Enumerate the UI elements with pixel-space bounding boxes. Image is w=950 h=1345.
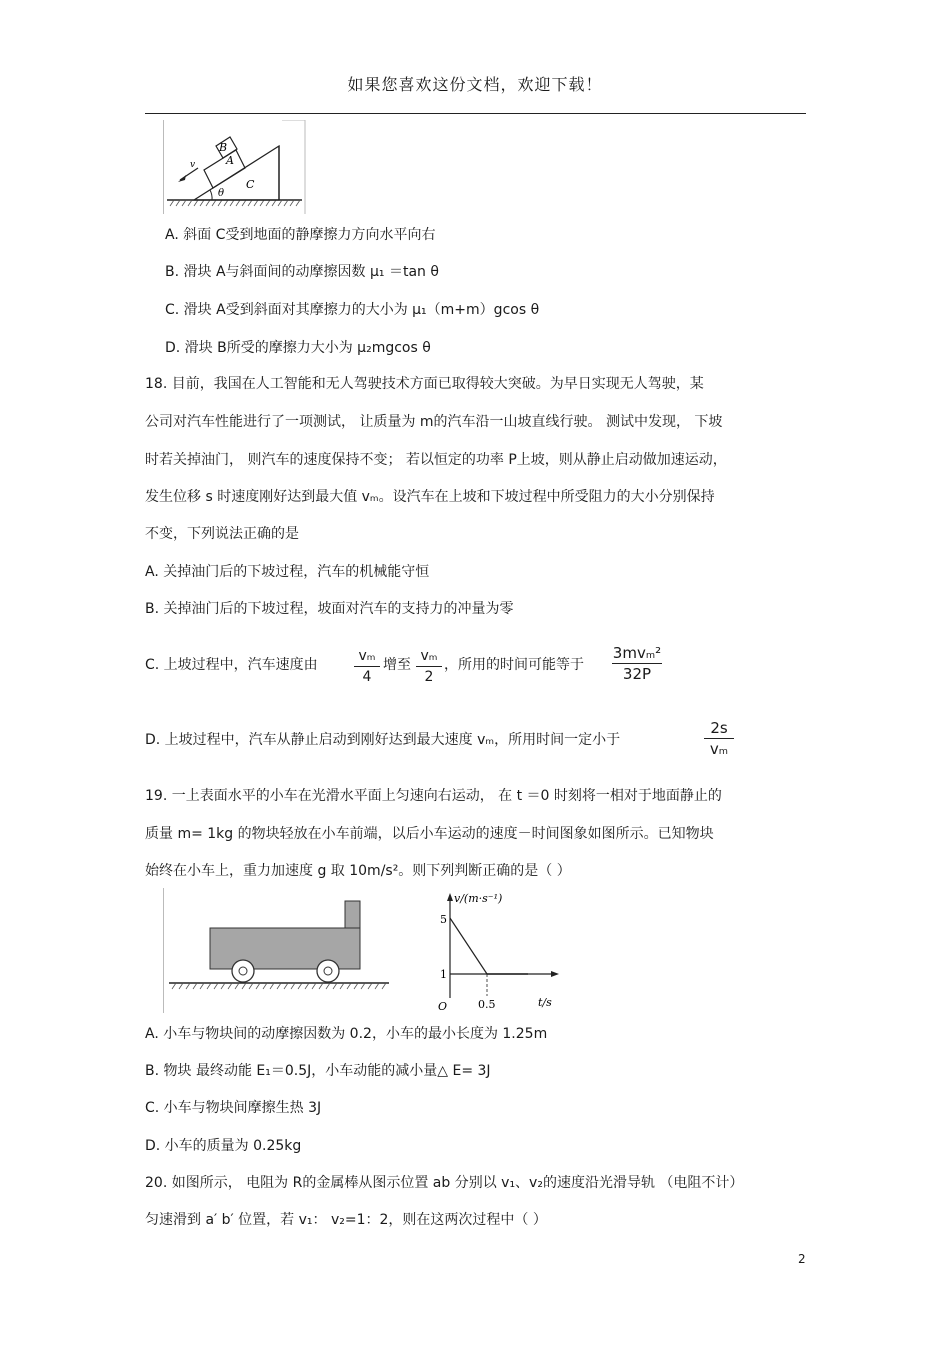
- velocity-line-decel: [450, 918, 487, 974]
- fraction-denominator: 2: [424, 669, 434, 685]
- incline-diagram: [164, 120, 306, 216]
- q20-stem-line-2: 匀速滑到 a′ b′ 位置，若 v₁： v₂=1：2，则在这两次过程中（ ）: [145, 1212, 547, 1228]
- block-a: [204, 150, 245, 188]
- x-axis-label: t/s: [538, 996, 552, 1009]
- fraction-denominator: 32P: [622, 665, 652, 683]
- q17-option-d: D. 滑块 B所受的摩擦力大小为 μ₂mgcos θ: [165, 340, 431, 356]
- fraction-bar: [612, 663, 662, 664]
- cart-body: [210, 928, 360, 969]
- q18-stem-line-5: 不变，下列说法正确的是: [145, 526, 299, 542]
- q18-option-c-mid: 增至: [383, 657, 411, 673]
- label-b: B: [219, 141, 228, 154]
- q18-option-c-post: ，所用的时间可能等于: [444, 657, 584, 673]
- fraction-denominator: vₘ: [709, 740, 729, 758]
- y-axis-label: v/(m·s⁻¹): [454, 892, 503, 905]
- header-rule: [145, 113, 806, 114]
- q17-option-b: B. 滑块 A与斜面间的动摩擦因数 μ₁ ＝tan θ: [165, 264, 439, 280]
- fraction-numerator: vₘ: [358, 648, 376, 664]
- q19-stem-line-3: 始终在小车上，重力加速度 g 取 10m/s²。则下列判断正确的是（ ）: [145, 863, 571, 879]
- fraction-bar: [354, 666, 380, 667]
- fraction-numerator: 3mvₘ²: [612, 644, 662, 662]
- label-c: C: [246, 178, 255, 191]
- q18-stem-line-2: 公司对汽车性能进行了一项测试， 让质量为 m的汽车沿一山坡直线行驶。 测试中发现， 下坡: [145, 414, 723, 430]
- label-a: A: [226, 154, 234, 167]
- q18-d-fraction: [704, 720, 734, 757]
- q18-option-b: B. 关掉油门后的下坡过程，坡面对汽车的支持力的冲量为零: [145, 601, 514, 617]
- q19-stem-line-1: 19. 一上表面水平的小车在光滑水平面上匀速向右运动， 在 t ＝0 时刻将一相对于地面静止的: [145, 788, 722, 804]
- velocity-time-graph: [425, 888, 560, 1013]
- q17-option-a: A. 斜面 C受到地面的静摩擦力方向水平向右: [165, 227, 436, 243]
- cart-front-block: [345, 901, 360, 928]
- y-tick-1: 1: [440, 968, 447, 981]
- fraction-bar: [416, 666, 442, 667]
- incline-figure: [163, 120, 306, 214]
- fraction-numerator: 2s: [710, 719, 728, 737]
- q18-c-fraction-1: [354, 648, 380, 685]
- q19-option-d: D. 小车的质量为 0.25kg: [145, 1138, 302, 1154]
- q18-option-a: A. 关掉油门后的下坡过程，汽车的机械能守恒: [145, 564, 430, 580]
- fraction-numerator: vₘ: [420, 648, 438, 664]
- fraction-bar: [704, 738, 734, 739]
- q20-stem-line-1: 20. 如图所示， 电阻为 R的金属棒从图示位置 ab 分别以 v₁、v₂的速度沿光滑导轨 （电阻不计）: [145, 1175, 744, 1191]
- q18-option-d-text: D. 上坡过程中，汽车从静止启动到刚好达到最大速度 vₘ，所用时间一定小于: [145, 732, 621, 748]
- q19-option-b: B. 物块 最终动能 E₁＝0.5J，小车动能的减小量△ E= 3J: [145, 1063, 491, 1079]
- label-v: v: [190, 160, 196, 170]
- q19-option-c: C. 小车与物块间摩擦生热 3J: [145, 1100, 322, 1116]
- fraction-denominator: 4: [362, 669, 372, 685]
- y-tick-5: 5: [440, 913, 447, 926]
- page-number: 2: [798, 1252, 806, 1266]
- q17-option-c: C. 滑块 A受到斜面对其摩擦力的大小为 μ₁（m+m）gcos θ: [165, 302, 540, 318]
- x-tick-0-5: 0.5: [478, 998, 496, 1011]
- q19-stem-line-2: 质量 m= 1kg 的物块轻放在小车前端，以后小车运动的速度－时间图象如图所示。已知物块: [145, 826, 714, 842]
- q18-stem-line-1: 18. 目前，我国在人工智能和无人驾驶技术方面已取得较大突破。为早日实现无人驾驶，某: [145, 376, 704, 392]
- label-theta: θ: [218, 188, 225, 199]
- q18-c-fraction-2: [416, 648, 442, 685]
- q18-c-fraction-3: [612, 645, 662, 682]
- page-header: 如果您喜欢这份文档，欢迎下载！: [347, 75, 603, 94]
- q19-option-a: A. 小车与物块间的动摩擦因数为 0.2，小车的最小长度为 1.25m: [145, 1026, 548, 1042]
- q18-stem-line-3: 时若关掉油门， 则汽车的速度保持不变； 若以恒定的功率 P上坡，则从静止启动做加速运动，: [145, 452, 727, 468]
- origin-label: O: [438, 1000, 448, 1013]
- q18-option-c-text: C. 上坡过程中，汽车速度由: [145, 657, 318, 673]
- q18-stem-line-4: 发生位移 s 时速度刚好达到最大值 vₘ。设汽车在上坡和下坡过程中所受阻力的大小分别保持: [145, 489, 715, 505]
